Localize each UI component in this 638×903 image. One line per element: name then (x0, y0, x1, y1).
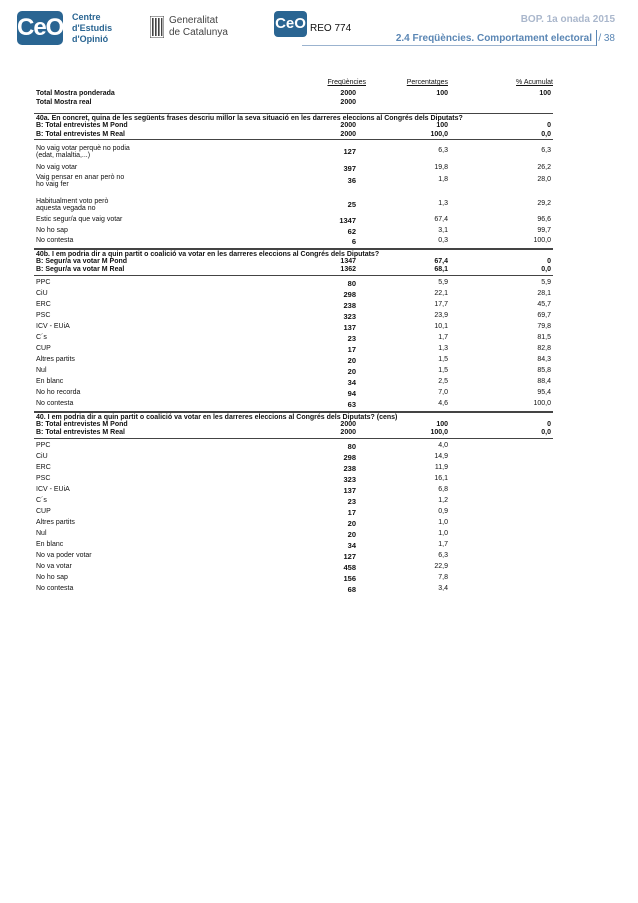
freq-value: 20 (347, 355, 356, 365)
answer-row (34, 389, 553, 400)
freq-value: 238 (343, 300, 356, 310)
acum-value: 0,0 (541, 130, 551, 138)
row-label: No contesta (36, 399, 74, 407)
acum-value: 0 (547, 257, 551, 265)
row-label-line: No contesta (36, 237, 74, 244)
row-label: B: Total entrevistes M Pond (36, 420, 128, 428)
acum-value: 95,4 (537, 388, 551, 396)
pct-value: 67,4 (434, 257, 448, 265)
ceo-name-line: Centre (72, 12, 101, 22)
row-label: PPC (36, 441, 51, 449)
freq-value: 2000 (340, 90, 356, 97)
pct-value: 1,5 (438, 355, 448, 363)
pct-value: 10,1 (434, 322, 448, 330)
row-label: No contesta (36, 584, 74, 592)
base-block (34, 421, 553, 439)
freq-value: 20 (347, 366, 356, 376)
row-label: CUP (36, 507, 51, 515)
pct-value: 1,3 (438, 199, 448, 207)
pct-value: 67,4 (434, 216, 448, 223)
pct-value: 6,3 (438, 147, 448, 154)
row-label (36, 174, 124, 188)
row-label: No ho recorda (36, 388, 81, 396)
acum-value: 69,7 (537, 311, 551, 319)
row-label-line: Estic segur/a que vaig votar (36, 216, 123, 223)
freq-value: 63 (347, 399, 356, 409)
pct-value: 100 (436, 90, 448, 97)
row-label: C´s (36, 333, 47, 341)
row-label-line: Vaig pensar en anar però no (36, 174, 125, 181)
base-row (34, 258, 553, 267)
question-40a (34, 113, 553, 249)
pct-value: 1,2 (438, 496, 448, 504)
freq-value: 137 (343, 322, 356, 332)
frequency-table (34, 79, 553, 596)
freq-value: 137 (343, 485, 356, 495)
col-pct: Percentatges (406, 79, 448, 86)
row-label: Total Mostra ponderada (36, 90, 115, 97)
freq-value: 397 (343, 163, 356, 173)
answer-row (34, 145, 553, 164)
pct-value: 0,9 (438, 507, 448, 515)
pct-value: 17,7 (434, 300, 448, 308)
answer-row (34, 497, 553, 508)
pct-value: 3,4 (438, 584, 448, 592)
gen-name-line: de Catalunya (169, 27, 228, 38)
base-row (34, 429, 553, 439)
answer-row (34, 198, 553, 217)
freq-value: 2000 (340, 98, 356, 106)
pct-value: 4,6 (438, 399, 448, 407)
answer-row (34, 367, 553, 378)
answer-rows (34, 279, 553, 412)
row-label-line: No ho sap (36, 226, 68, 234)
pct-value: 100,0 (430, 130, 448, 138)
page-number: / 38 (598, 33, 615, 44)
base-block (34, 258, 553, 276)
acum-value: 28,1 (537, 289, 551, 297)
answer-row (34, 400, 553, 412)
answer-row (34, 574, 553, 585)
answer-rows (34, 442, 553, 596)
freq-value: 17 (347, 507, 356, 517)
ceo-logo: CeO (17, 11, 63, 45)
row-label: B: Total entrevistes M Real (36, 429, 125, 436)
row-label: B: Total entrevistes M Real (36, 130, 125, 138)
gen-name-line: Generalitat (169, 15, 218, 26)
freq-value: 2000 (340, 429, 356, 436)
row-label (36, 198, 108, 212)
generalitat-name (169, 15, 228, 39)
freq-value: 80 (347, 278, 356, 288)
reo-label: REO 774 (310, 23, 352, 34)
answer-row (34, 552, 553, 563)
total-row (34, 99, 553, 108)
acum-value: 0,0 (541, 429, 551, 436)
pct-value: 5,9 (438, 278, 448, 286)
pct-value: 16,1 (434, 474, 448, 482)
answer-row (34, 290, 553, 301)
freq-value: 1347 (339, 216, 356, 225)
pct-value: 6,8 (438, 485, 448, 493)
freq-value: 1347 (340, 257, 356, 265)
question-title: 40b. I em podria dir a quin partit o coalició va votar en les darreres eleccions al Congrés dels Diputats? (34, 249, 553, 258)
acum-value: 100 (539, 90, 551, 97)
freq-value: 127 (343, 551, 356, 561)
acum-value: 79,8 (537, 322, 551, 330)
pct-value: 7,8 (438, 573, 448, 581)
answer-row (34, 237, 553, 249)
total-row (34, 90, 553, 99)
section-title: 2.4 Freqüències. Comportament electoral (395, 33, 592, 44)
generalitat-emblem-icon (150, 16, 164, 38)
row-label (36, 237, 73, 244)
pct-value: 100,0 (430, 429, 448, 436)
row-label: Altres partits (36, 518, 75, 526)
pct-value: 22,9 (434, 562, 448, 570)
answer-row (34, 453, 553, 464)
acum-value: 0 (547, 122, 551, 129)
row-label: CiU (36, 289, 48, 297)
row-label-line: aquesta vegada no (36, 204, 96, 212)
survey-title: BOP. 1a onada 2015 (520, 14, 615, 25)
answer-row (34, 323, 553, 334)
acum-value: 6,3 (541, 147, 551, 154)
answer-row (34, 279, 553, 290)
answer-row (34, 519, 553, 530)
acum-value: 29,2 (537, 199, 551, 207)
freq-value: 80 (347, 441, 356, 451)
row-label: ICV - EUiA (36, 322, 70, 330)
row-label: No va poder votar (36, 551, 92, 559)
freq-value: 298 (343, 289, 356, 299)
freq-value: 2000 (340, 420, 356, 428)
pct-value: 1,3 (438, 344, 448, 352)
freq-value: 298 (343, 452, 356, 462)
freq-value: 68 (347, 584, 356, 594)
pct-value: 6,3 (438, 551, 448, 559)
ceo-name-line: d'Estudis (72, 23, 113, 33)
answer-row (34, 378, 553, 389)
freq-value: 20 (347, 518, 356, 528)
row-label: C´s (36, 496, 47, 504)
answer-row (34, 356, 553, 367)
freq-value: 23 (347, 496, 356, 506)
row-label (36, 164, 77, 171)
answer-row (34, 475, 553, 486)
freq-value: 36 (347, 176, 356, 185)
answer-row (34, 345, 553, 356)
row-label-line: No vaig votar perquè no podia (36, 145, 130, 152)
pct-value: 3,1 (438, 226, 448, 234)
answer-row (34, 585, 553, 596)
totals-block (34, 90, 553, 107)
row-label: PSC (36, 474, 51, 482)
row-label: Altres partits (36, 355, 75, 363)
pct-value: 1,7 (438, 540, 448, 548)
freq-value: 23 (347, 333, 356, 343)
col-freq: Freqüències (327, 79, 366, 86)
freq-value: 127 (343, 147, 356, 156)
row-label: PPC (36, 278, 51, 286)
pct-value: 0,3 (438, 237, 448, 244)
column-headers (34, 79, 553, 89)
row-label: B: Segur/a va votar M Pond (36, 257, 128, 265)
freq-value: 323 (343, 311, 356, 321)
acum-value: 88,4 (537, 377, 551, 385)
row-label (36, 145, 130, 159)
acum-value: 84,3 (537, 355, 551, 363)
acum-value: 85,8 (537, 366, 551, 374)
col-acum: % Acumulat (516, 79, 553, 86)
acum-value: 45,7 (537, 300, 551, 308)
ceo-name (72, 12, 112, 45)
pct-value: 100 (436, 122, 448, 129)
answer-row (34, 541, 553, 552)
base-row (34, 421, 553, 430)
row-label: En blanc (36, 540, 64, 548)
freq-value: 25 (347, 199, 356, 209)
freq-value: 94 (347, 388, 356, 398)
answer-row (34, 563, 553, 574)
question-title: 40. I em podria dir a quin partit o coalició va votar en les darreres eleccions al Congrés dels Diputats? (cens) (34, 412, 553, 421)
acum-value: 26,2 (537, 163, 551, 171)
row-label: CiU (36, 452, 48, 460)
row-label: B: Segur/a va votar M Real (36, 266, 125, 273)
freq-value: 20 (347, 529, 356, 539)
acum-value: 96,6 (537, 216, 551, 223)
answer-row (34, 227, 553, 238)
pct-value: 11,9 (434, 463, 448, 471)
question-40 (34, 412, 553, 596)
freq-value: 1362 (340, 266, 356, 273)
acum-value: 28,0 (537, 176, 551, 183)
pct-value: 1,8 (438, 176, 448, 183)
row-label (36, 227, 68, 234)
row-label: Nul (36, 529, 47, 537)
pct-value: 19,8 (434, 163, 448, 171)
answer-rows (34, 143, 553, 249)
pct-value: 1,5 (438, 366, 448, 374)
row-label-line: (edat, malaltia,...) (36, 152, 91, 159)
answer-row (34, 508, 553, 519)
pct-value: 100 (436, 420, 448, 428)
freq-value: 156 (343, 573, 356, 583)
acum-value: 82,8 (537, 344, 551, 352)
header-rule (302, 45, 596, 46)
answer-row (34, 486, 553, 497)
freq-value: 458 (343, 562, 356, 572)
row-label: PSC (36, 311, 51, 319)
row-label: ERC (36, 300, 51, 308)
freq-value: 34 (347, 377, 356, 387)
pct-value: 1,0 (438, 529, 448, 537)
freq-value: 34 (347, 540, 356, 550)
acum-value: 99,7 (537, 226, 551, 234)
pct-value: 2,5 (438, 377, 448, 385)
pct-value: 22,1 (434, 289, 448, 297)
base-row (34, 131, 553, 141)
pct-value: 4,0 (438, 441, 448, 449)
row-label (36, 216, 122, 223)
freq-value: 2000 (340, 122, 356, 129)
row-label: Nul (36, 366, 47, 374)
answer-row (34, 334, 553, 345)
answer-row (34, 464, 553, 475)
freq-value: 2000 (340, 130, 356, 138)
row-label: No va votar (36, 562, 72, 570)
pct-value: 1,7 (438, 333, 448, 341)
answer-row (34, 312, 553, 323)
question-40b (34, 249, 553, 412)
answer-row (34, 530, 553, 541)
row-label-line: No vaig votar (36, 163, 78, 171)
freq-value: 323 (343, 474, 356, 484)
freq-value: 6 (351, 237, 356, 246)
base-row (34, 266, 553, 276)
answer-row (34, 174, 553, 193)
row-label-line: ho vaig fer (36, 181, 69, 188)
acum-value: 100,0 (533, 237, 551, 244)
row-label: ERC (36, 463, 51, 471)
acum-value: 0,0 (541, 266, 551, 273)
pct-value: 23,9 (434, 311, 448, 319)
acum-value: 100,0 (533, 399, 551, 407)
pct-value: 7,0 (438, 388, 448, 396)
row-label: CUP (36, 344, 51, 352)
acum-value: 5,9 (541, 278, 551, 286)
row-label: ICV - EUiA (36, 485, 70, 493)
divider (596, 30, 597, 46)
reo-logo: CeO (274, 11, 307, 37)
question-title: 40a. En concret, quina de les següents frases descriu millor la seva situació en les darreres eleccions al Congrés dels Diputats? (34, 113, 553, 122)
answer-row (34, 216, 553, 227)
row-label: En blanc (36, 377, 64, 385)
base-row (34, 122, 553, 131)
freq-value: 238 (343, 463, 356, 473)
freq-value: 62 (347, 226, 356, 236)
freq-value: 17 (347, 344, 356, 354)
answer-row (34, 301, 553, 312)
acum-value: 81,5 (537, 333, 551, 341)
answer-row (34, 442, 553, 453)
row-label: Total Mostra real (36, 98, 92, 106)
pct-value: 14,9 (434, 452, 448, 460)
pct-value: 68,1 (434, 266, 448, 273)
answer-row (34, 164, 553, 175)
ceo-name-line: d'Opinió (72, 34, 109, 44)
base-block (34, 122, 553, 140)
row-label: No ho sap (36, 573, 68, 581)
acum-value: 0 (547, 420, 551, 428)
row-label: B: Total entrevistes M Pond (36, 122, 128, 129)
row-label-line: Habitualment voto però (36, 197, 109, 205)
pct-value: 1,0 (438, 518, 448, 526)
